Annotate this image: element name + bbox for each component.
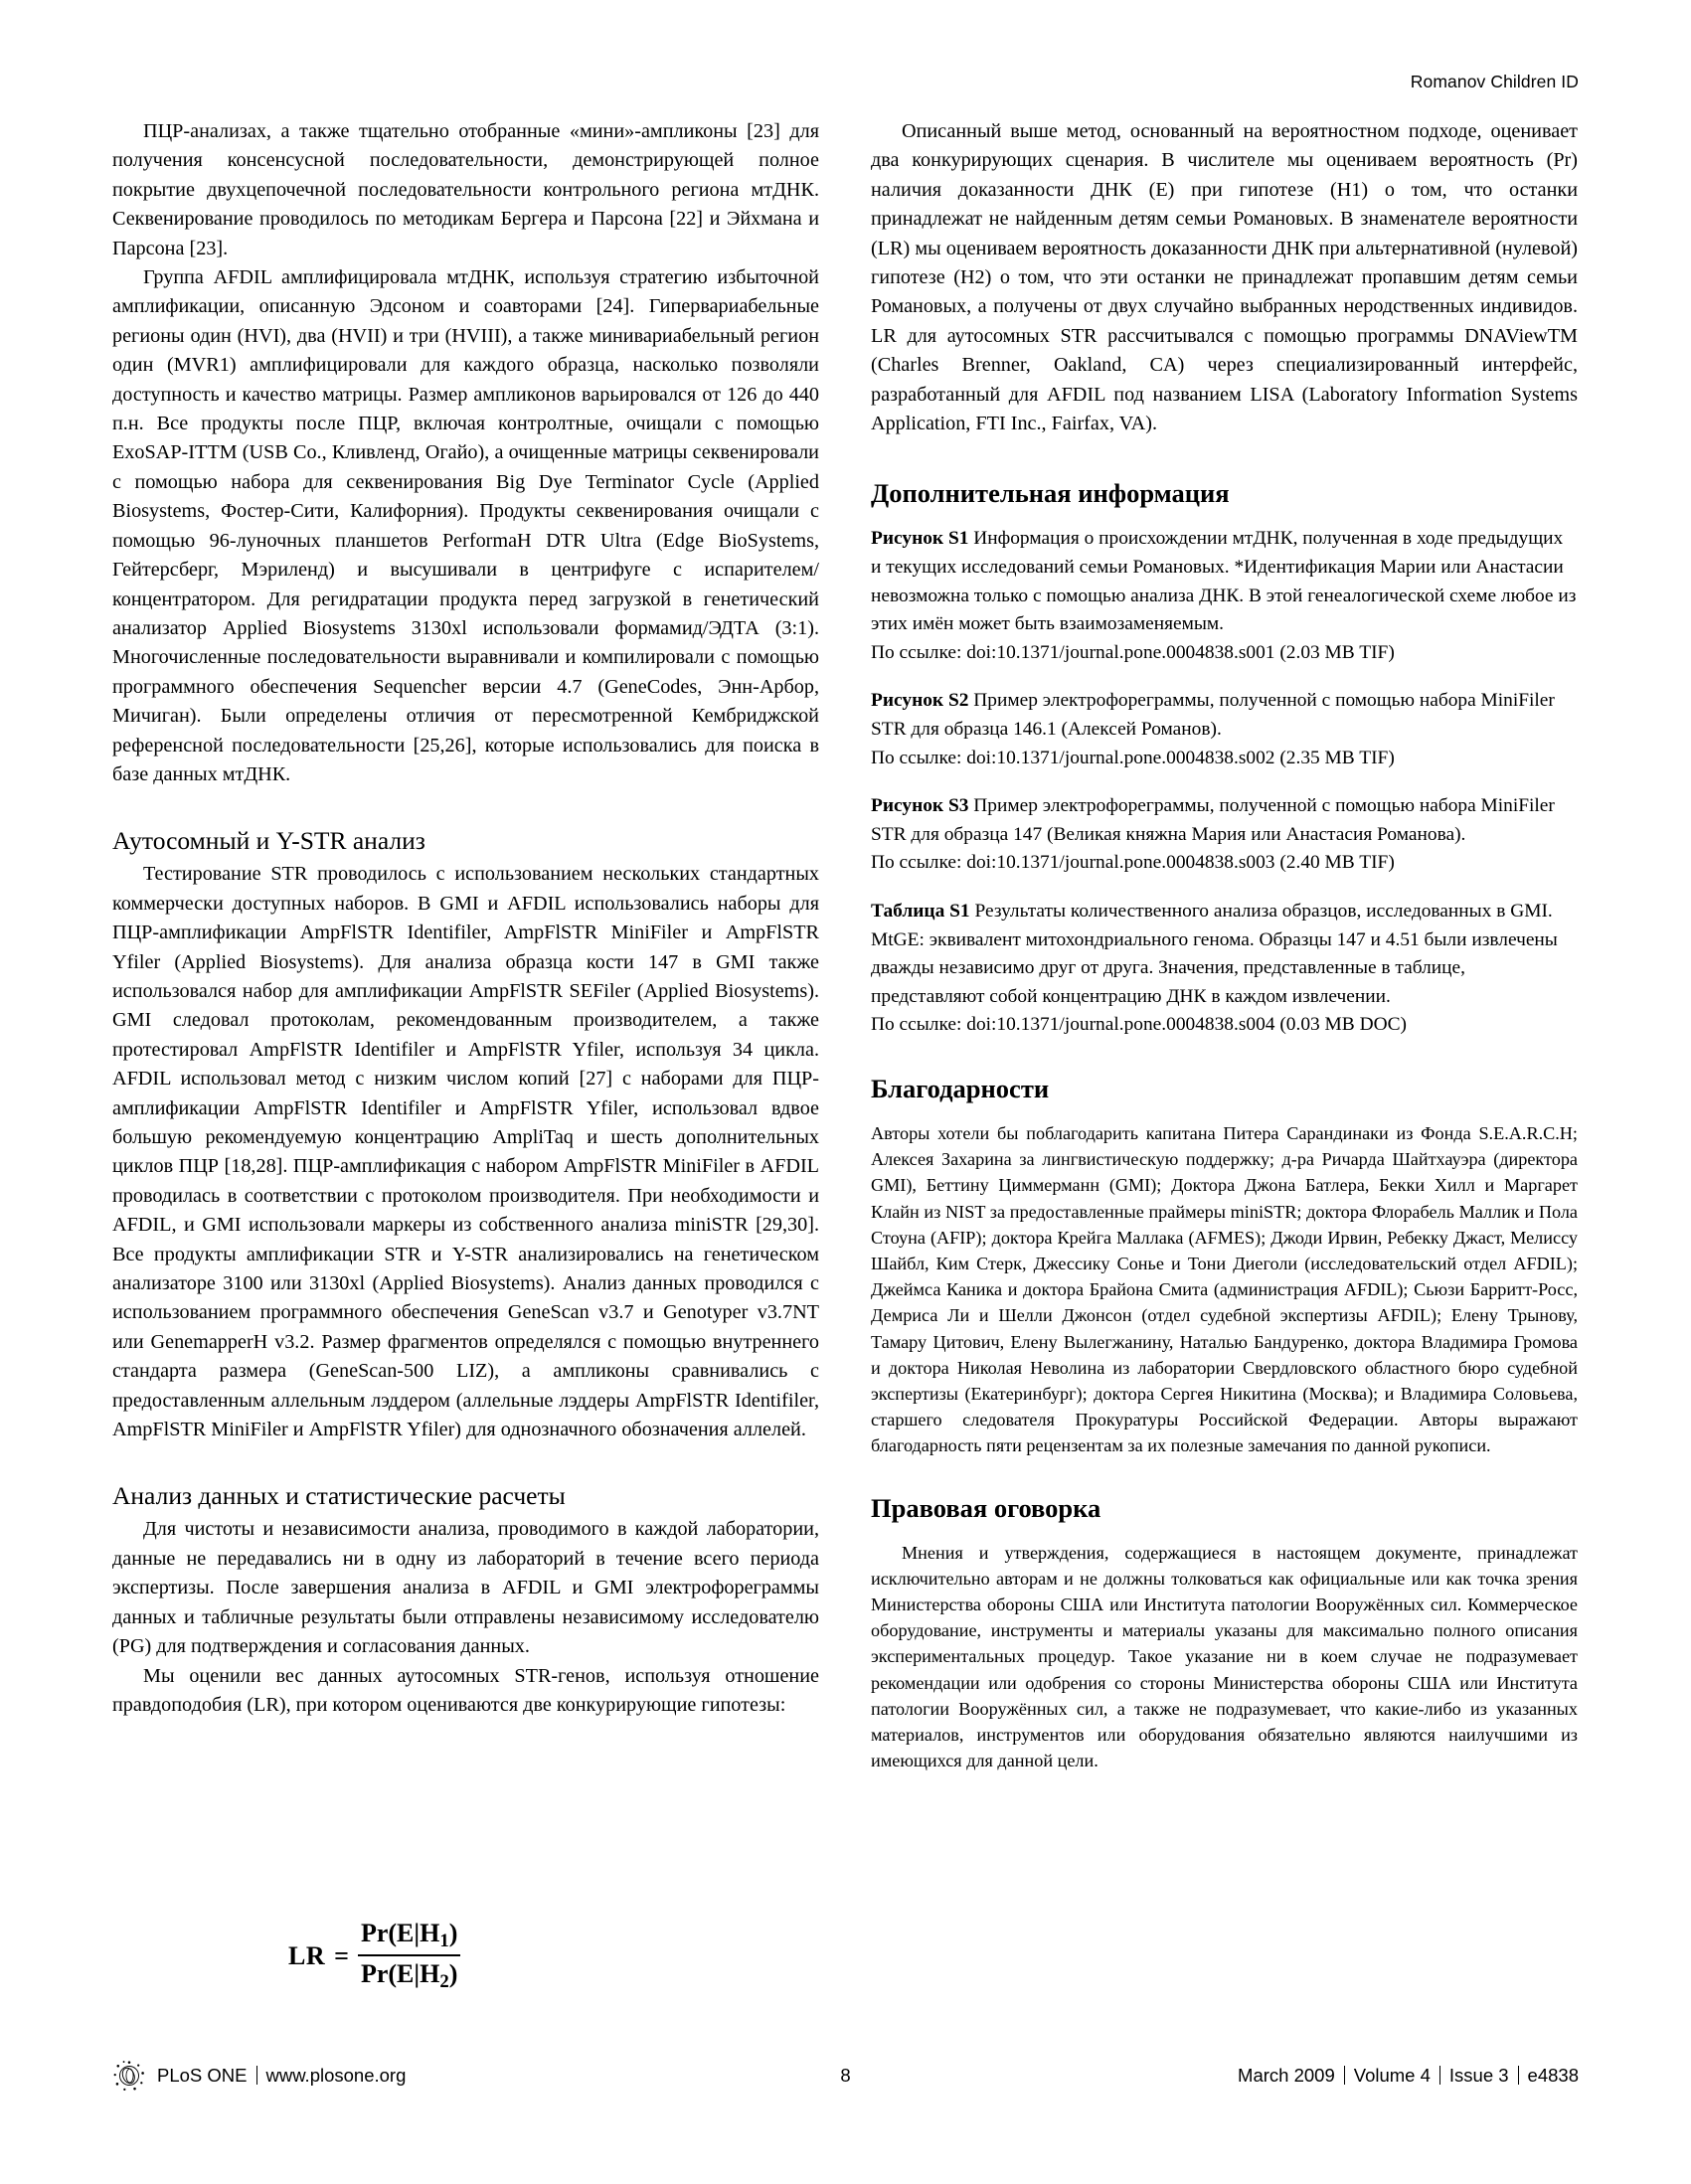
footer-divider <box>1344 2066 1345 2085</box>
supporting-item-text: Результаты количественного анализа образцов, исследованных в GMI. MtGE: эквивалент митохондриального генома. Образцы 147 и 4.51 были извлечены дважды независимо друг от друга. Значения, представленные в таблице, представляют собой концентрацию ДНК в каждом извлечении. <box>871 901 1558 1007</box>
section-heading-str-analysis: Аутосомный и Y-STR анализ <box>112 826 425 856</box>
footer-date: March 2009 <box>1238 2065 1335 2086</box>
footer-issue: Issue 3 <box>1448 2065 1509 2086</box>
paragraph-str-testing: Тестирование STR проводилось с использованием нескольких стандартных коммерчески доступных наборов. В GMI и AFDIL использовались наборы для ПЦР-амплификации AmpFlSTR Identifiler, AmpFlSTR MiniFiler и AmpFlSTR Yfiler (Applied Biosystems). Для анализа образца кости 147 в GMI также использовался набор для амплификации AmpFlSTR SEFiler (Applied Biosystems). GMI следовал протоколам, рекомендованным производителем, а также протестировал AmpFlSTR Identifiler и AmpFlSTR Yfiler, используя 34 цикла. AFDIL использовал метод с низким числом копий [27] с наборами для ПЦР-амплификации AmpFlSTR Identifiler и AmpFlSTR Yfiler, использовал вдвое большую рекомендуемую концентрацию AmpliTaq и шесть дополнительных циклов ПЦР [18,28]. ПЦР-амплификация с набором AmpFlSTR MiniFiler в AFDIL проводилась в соответствии с протоколом производителя. При необходимости и AFDIL, и GMI использовали маркеры из собственного анализа miniSTR [29,30]. Все продукты амплификации STR и Y-STR анализировались на генетическом анализаторе 3100 или 3130xl (Applied Biosystems). Анализ данных проводился с использованием программного обеспечения GeneScan v3.7 и Genotyper v3.7NT или GenemapperH v3.2. Размер фрагментов определялся с помощью внутреннего стандарта размера (GeneScan-500 LIZ), а ампликоны сравнивались с предоставленным аллельным лэддером (аллельные лэддеры AmpFlSTR Identifiler, AmpFlSTR MiniFiler и AmpFlSTR Yfiler) для однозначного обозначения аллелей. <box>112 863 819 1441</box>
footer-issue-info <box>1238 2065 1579 2087</box>
section-heading-data-analysis: Анализ данных и статистические расчеты <box>112 1481 566 1511</box>
right-column <box>871 117 1578 1773</box>
paragraph-probabilistic-method: Описанный выше метод, основанный на вероятностном подходе, оценивает два конкурирующих сценария. В числителе мы оцениваем вероятность (Pr) наличия доказанности ДНК (E) при гипотезе (H1) о том, что останки принадлежат не найденным детям семьи Романовых. В знаменателе вероятности (LR) мы оцениваем вероятность доказанности ДНК при альтернативной (нулевой) гипотезе (H2) о том, что эти останки не принадлежат пропавшим детям семьи Романовых, а получены от двух случайно выбранных неродственных индивидов. LR для аутосомных STR рассчитывался с помощью программы DNAViewTM (Charles Brenner, Oakland, CA) через специализированный интерфейс, разработанный для AFDIL под названием LISA (Laboratory Information Systems Application, FTI Inc., Fairfax, VA). <box>871 120 1578 435</box>
supporting-item-label: Рисунок S3 <box>871 795 969 817</box>
paragraph-afdil-mtdna: Группа AFDIL амплифицировала мтДНК, используя стратегию избыточной амплификации, описанную Эдсоном и соавторами [24]. Гипервариабельные регионы один (HVI), два (HVII) и три (HVIII), а также минивариабельный регион один (MVR1) амплифицировали для каждого образца, насколько позволяли доступность и качество матрицы. Размер ампликонов варьировался от 126 до 440 п.н. Все продукты после ПЦР, включая контролтные, очищали с помощью ExoSAP-ITTM (USB Co., Кливленд, Огайо), а очищенные матрицы секвенировали с помощью набора для секвенирования Big Dye Terminator Cycle (Applied Biosystems, Фостер-Сити, Калифорния). Продукты секвенирования очищали с помощью 96-луночных планшетов PerformaH DTR Ultra (Edge BioSystems, Гейтерсберг, Мэриленд) и высушивали в центрифуге с испарителем/концентратором. Для регидратации продукта перед загрузкой в генетический анализатор Applied Biosystems 3130xl использовали формамид/ЭДТА (3:1). Многочисленные последовательности выравнивали и компилировали с помощью программного обеспечения Sequencher версии 4.7 (GeneCodes, Энн-Арбор, Мичиган). Были определены отличия от пересмотренной Кембриджской референсной последовательности [25,26], которые использовались для поиска в базе данных мтДНК. <box>112 266 819 785</box>
section-heading-disclaimer: Правовая оговорка <box>871 1492 1101 1523</box>
formula-denominator: $Pr(E|H_2)$ <box>358 1954 460 1993</box>
supporting-item-text: Информация о происхождении мтДНК, полученная в ходе предыдущих и текущих исследований семьи Романовых. *Идентификация Марии или Анастасии невозможна только с помощью анализа ДНК. В этой генеалогической схеме любое из этих имён может быть взаимозаменяемым. <box>871 528 1577 635</box>
left-column <box>112 117 819 1773</box>
formula-lr-label: LR <box>288 1940 326 1970</box>
paragraph-disclaimer: Мнения и утверждения, содержащиеся в настоящем документе, принадлежат исключительно авторам и не должны толковаться как официальные или как точка зрения Министерства обороны США или Института патологии Вооружённых сил. Коммерческое оборудование, инструменты и материалы указаны для максимально полного описания экспериментальных процедур. Такое указание ни в коем случае не подразумевает рекомендации или одобрения со стороны Министерства обороны США или Института патологии Вооружённых сил, а также не подразумевает, что какие-либо из указанных материалов, инструментов или оборудования обязательно являются наилучшими из имеющихся для данной цели. <box>871 1542 1578 1771</box>
formula-fraction <box>358 1919 460 1993</box>
supporting-item-label: Таблица S1 <box>871 901 970 922</box>
supporting-item-text: Пример электрофореграммы, полученной с помощью набора MiniFiler STR для образца 147 (Великая княжна Мария или Анастасия Романова). <box>871 795 1555 845</box>
supporting-item-label: Рисунок S2 <box>871 690 969 712</box>
likelihood-ratio-formula <box>288 1919 460 1993</box>
paragraph-likelihood-ratio: Мы оценили вес данных аутосомных STR-генов, используя отношение правдоподобия (LR), при котором оцениваются две конкурирующие гипотезы: <box>112 1664 819 1716</box>
running-head: Romanov Children ID <box>1410 72 1579 91</box>
section-heading-acknowledgments: Благодарности <box>871 1073 1050 1103</box>
supporting-item-table-s1 <box>871 898 1578 1040</box>
footer-article-id: e4838 <box>1527 2065 1579 2086</box>
supporting-item-s1 <box>871 525 1578 667</box>
section-heading-supporting-information: Дополнительная информация <box>871 478 1230 509</box>
paragraph-acknowledgments: Авторы хотели бы поблагодарить капитана Питера Сарандинаки из Фонда S.E.A.R.C.H; Алексея Захарина за лингвистическую поддержку; д-ра Ричарда Шайтхауэра (директора GMI), Беттину Циммерманн (GMI); Доктора Джона Батлера, Бекки Хилл и Маргарет Клайн из NIST за предоставленные праймеры miniSTR; доктора Флорабель Маллик и Пола Стоуна (AFIP); доктора Крейга Маллака (AFMES); Джоди Ирвин, Ребекку Джаст, Мелиссу Шайбл, Ким Стерк, Джессику Сонье и Тони Диеголи (исследовательский отдел AFDIL); Джеймса Каника и доктора Брайона Смита (администрация AFDIL); Сьюзи Барритт-Росс, Демриса Ли и Шелли Джонсон (отдел судебной экспертизы AFDIL); Елену Трынову, Тамару Цитович, Елену Вылегжанину, Наталью Бандуренко, доктора Владимира Громова и доктора Николая Неволина из лаборатории Свердловского областного бюро судебной экспертизы (Екатеринбург); доктора Сергея Никитина (Москва); и Владимира Соловьева, старшего следователя Прокуратуры Российской Федерации. Авторы выражают благодарность пяти рецензентам за их полезные замечания по данной рукописи. <box>871 1122 1578 1456</box>
formula-denominator-subscript: 2 <box>439 1971 449 1993</box>
footer-volume: Volume 4 <box>1353 2065 1431 2086</box>
page-footer <box>112 2053 1579 2099</box>
supporting-item-doi[interactable]: По ссылке: doi:10.1371/journal.pone.0004838.s004 (0.03 MB DOC) <box>871 1014 1407 1036</box>
supporting-item-doi[interactable]: По ссылке: doi:10.1371/journal.pone.0004838.s002 (2.35 MB TIF) <box>871 747 1395 768</box>
supporting-item-doi[interactable]: По ссылке: doi:10.1371/journal.pone.0004838.s001 (2.03 MB TIF) <box>871 641 1395 663</box>
paragraph-independence: Для чистоты и независимости анализа, проводимого в каждой лаборатории, данные не передавались ни в одну из лабораторий в течение всего периода экспертизы. После завершения анализа в AFDIL и GMI электрофореграммы данных и табличные результаты были отправлены независимому исследователю (PG) для подтверждения и согласования данных. <box>112 1518 819 1658</box>
supporting-item-doi[interactable]: По ссылке: doi:10.1371/journal.pone.0004838.s003 (2.40 MB TIF) <box>871 852 1395 874</box>
footer-divider <box>1439 2066 1440 2085</box>
footer-journal-name: PLoS ONE <box>157 2065 248 2086</box>
supporting-item-s2 <box>871 687 1578 772</box>
footer-website[interactable]: www.plosone.org <box>265 2065 407 2086</box>
formula-numerator: $Pr(E|H_1)$ <box>360 1919 458 1952</box>
supporting-item-s3 <box>871 792 1578 878</box>
paragraph-continuation: ПЦР-анализах, а также тщательно отобранные «мини»-ампликоны [23] для получения консенсусной последовательности, демонстрирующей полное покрытие двухцепочечной последовательности контрольного региона мтДНК. Секвенирование проводилось по методикам Бергера и Парсона [22] и Эйхмана и Парсона [23]. <box>112 120 819 259</box>
supporting-item-label: Рисунок S1 <box>871 528 969 550</box>
two-column-body <box>112 117 1579 1773</box>
formula-equals-sign: = <box>334 1940 349 1970</box>
footer-divider <box>1518 2066 1519 2085</box>
supporting-item-text: Пример электрофореграммы, полученной с помощью набора MiniFiler STR для образца 146.1 (Алексей Романов). <box>871 690 1555 741</box>
footer-page-number: 8 <box>840 2065 851 2086</box>
formula-numerator-subscript: 1 <box>439 1931 449 1952</box>
